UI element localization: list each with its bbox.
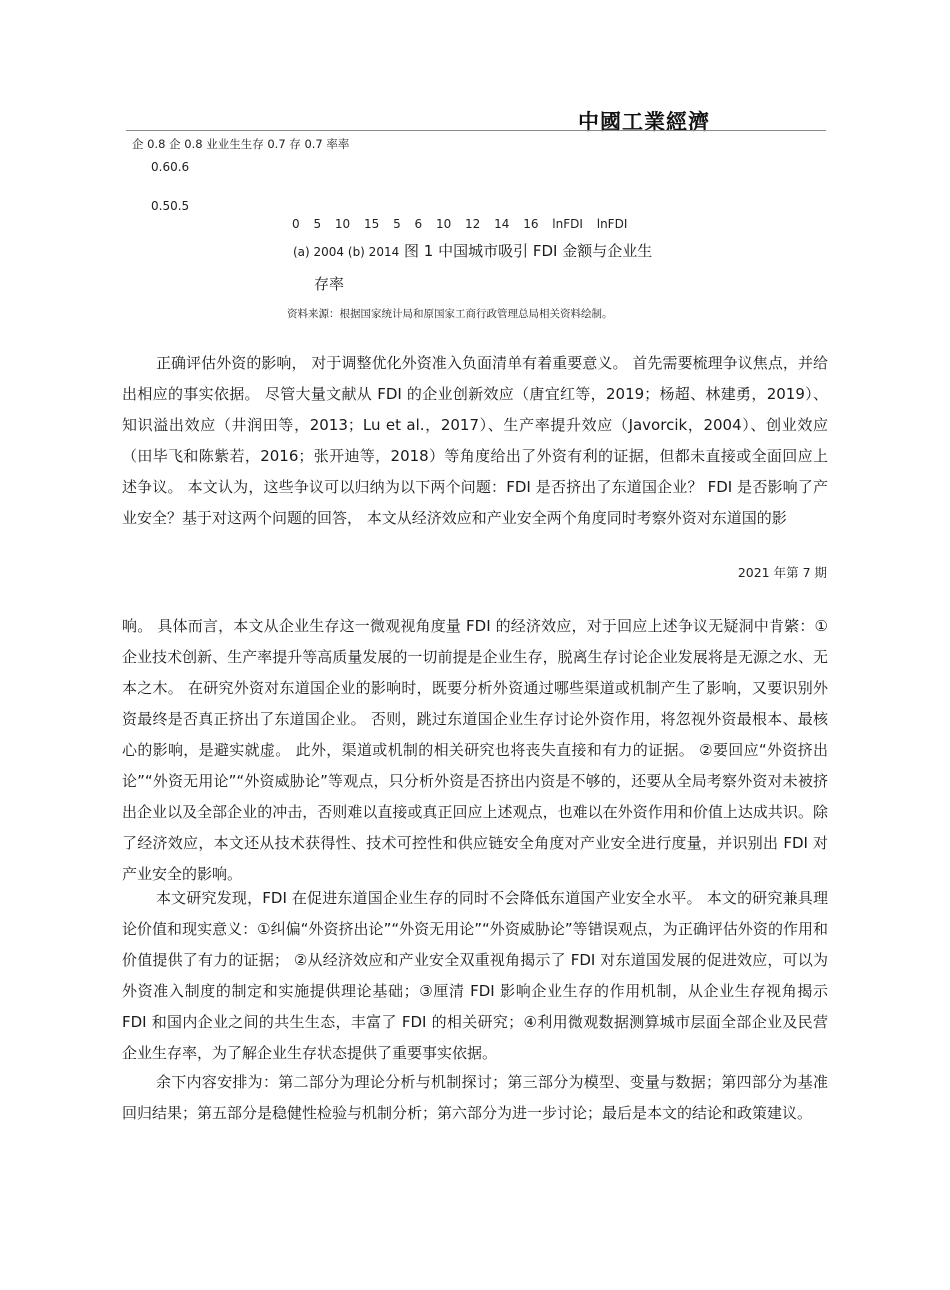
journal-logo: 中國工業經濟 [578, 109, 710, 134]
figure-y-tick-1: 0.60.6 [151, 160, 190, 174]
figure-caption-title-cont: 存率 [314, 275, 345, 293]
figure-axis-top-text: 企 0.8 企 0.8 业业生生存 0.7 存 0.7 率率 [132, 137, 350, 151]
figure-caption-title: 图 1 中国城市吸引 FDI 金额与企业生 [404, 242, 653, 260]
paragraph-outline: 余下内容安排为：第二部分为理论分析与机制探讨；第三部分为模型、变量与数据；第四部分为基准回归结果；第五部分是稳健性检验与机制分析；第六部分为进一步讨论；最后是本文的结论和政策建议。 [122, 1073, 828, 1122]
figure-x-ticks: 0 5 10 15 5 6 10 12 14 16 lnFDI lnFDI [292, 217, 628, 231]
header-rule [126, 130, 826, 131]
paragraph-continuation: 响。 具体而言，本文从企业生存这一微观视角度量 FDI 的经济效应，对于回应上述争议无疑洞中肯綮：①企业技术创新、生产率提升等高质量发展的一切前提是企业生存，脱离生存讨论企业发展将是无源之水、无本之木。 在研究外资对东道国企业的影响时，既要分析外资通过哪些渠道或机制产生了影响，又要识别外资最终是否真正挤出了东道国企业。 否则，跳过东道国企业生存讨论外资作用，将忽视外资最根本、最核心的影响，是避实就虚。 此外，渠道或机制的相关研究也将丧失直接和有力的证据。 ②要回应“外资挤出论”“外资无用论”“外资威胁论”等观点，只分析外资是否挤出内资是不够的，还要从全局考察外资对未被挤出企业以及全部企业的冲击，否则难以直接或真正回应上述观点，也难以在外资作用和价值上达成共识。除了经济效应，本文还从技术获得性、技术可控性和供应链安全角度对产业安全进行度量，并识别出 FDI 对产业安全的影响。 [122, 617, 828, 883]
figure-caption [293, 240, 652, 261]
issue-label: 2021 年第 7 期 [737, 565, 827, 580]
paragraph-findings: 本文研究发现，FDI 在促进东道国企业生存的同时不会降低东道国产业安全水平。 本文的研究兼具理论价值和现实意义：①纠偏“外资挤出论”“外资无用论”“外资威胁论”等错误观点，为正确评估外资的作用和价值提供了有力的证据； ②从经济效应和产业安全双重视角揭示了 FDI 对东道国发展的促进效应，可以为外资准入制度的制定和实施提供理论基础；③厘清 FDI 影响企业生存的作用机制，从企业生存视角揭示 FDI 和国内企业之间的共生生态，丰富了 FDI 的相关研究；④利用微观数据测算城市层面全部企业及民营企业生存率，为了解企业生存状态提供了重要事实依据。 [122, 889, 828, 1062]
paragraph-intro: 正确评估外资的影响， 对于调整优化外资准入负面清单有着重要意义。 首先需要梳理争议焦点，并给出相应的事实依据。 尽管大量文献从 FDI 的企业创新效应（唐宜红等，2019；杨超、林建勇，2019）、知识溢出效应（井润田等，2013；Lu et al.，2017）、生产率提升效应（Javorcik，2004）、创业效应（田毕飞和陈紫若，2016；张开迪等，2018）等角度给出了外资有利的证据，但都未直接或全面回应上述争议。 本文认为，这些争议可以归纳为以下两个问题：FDI 是否挤出了东道国企业？ FDI 是否影响了产业安全？基于对这两个问题的回答， 本文从经济效应和产业安全两个角度同时考察外资对东道国的影 [122, 354, 828, 527]
figure-source-note: 资料来源：根据国家统计局和原国家工商行政管理总局相关资料绘制。 [287, 308, 613, 320]
figure-y-tick-2: 0.50.5 [151, 199, 190, 213]
figure-caption-panels: (a) 2004 (b) 2014 [293, 245, 400, 259]
